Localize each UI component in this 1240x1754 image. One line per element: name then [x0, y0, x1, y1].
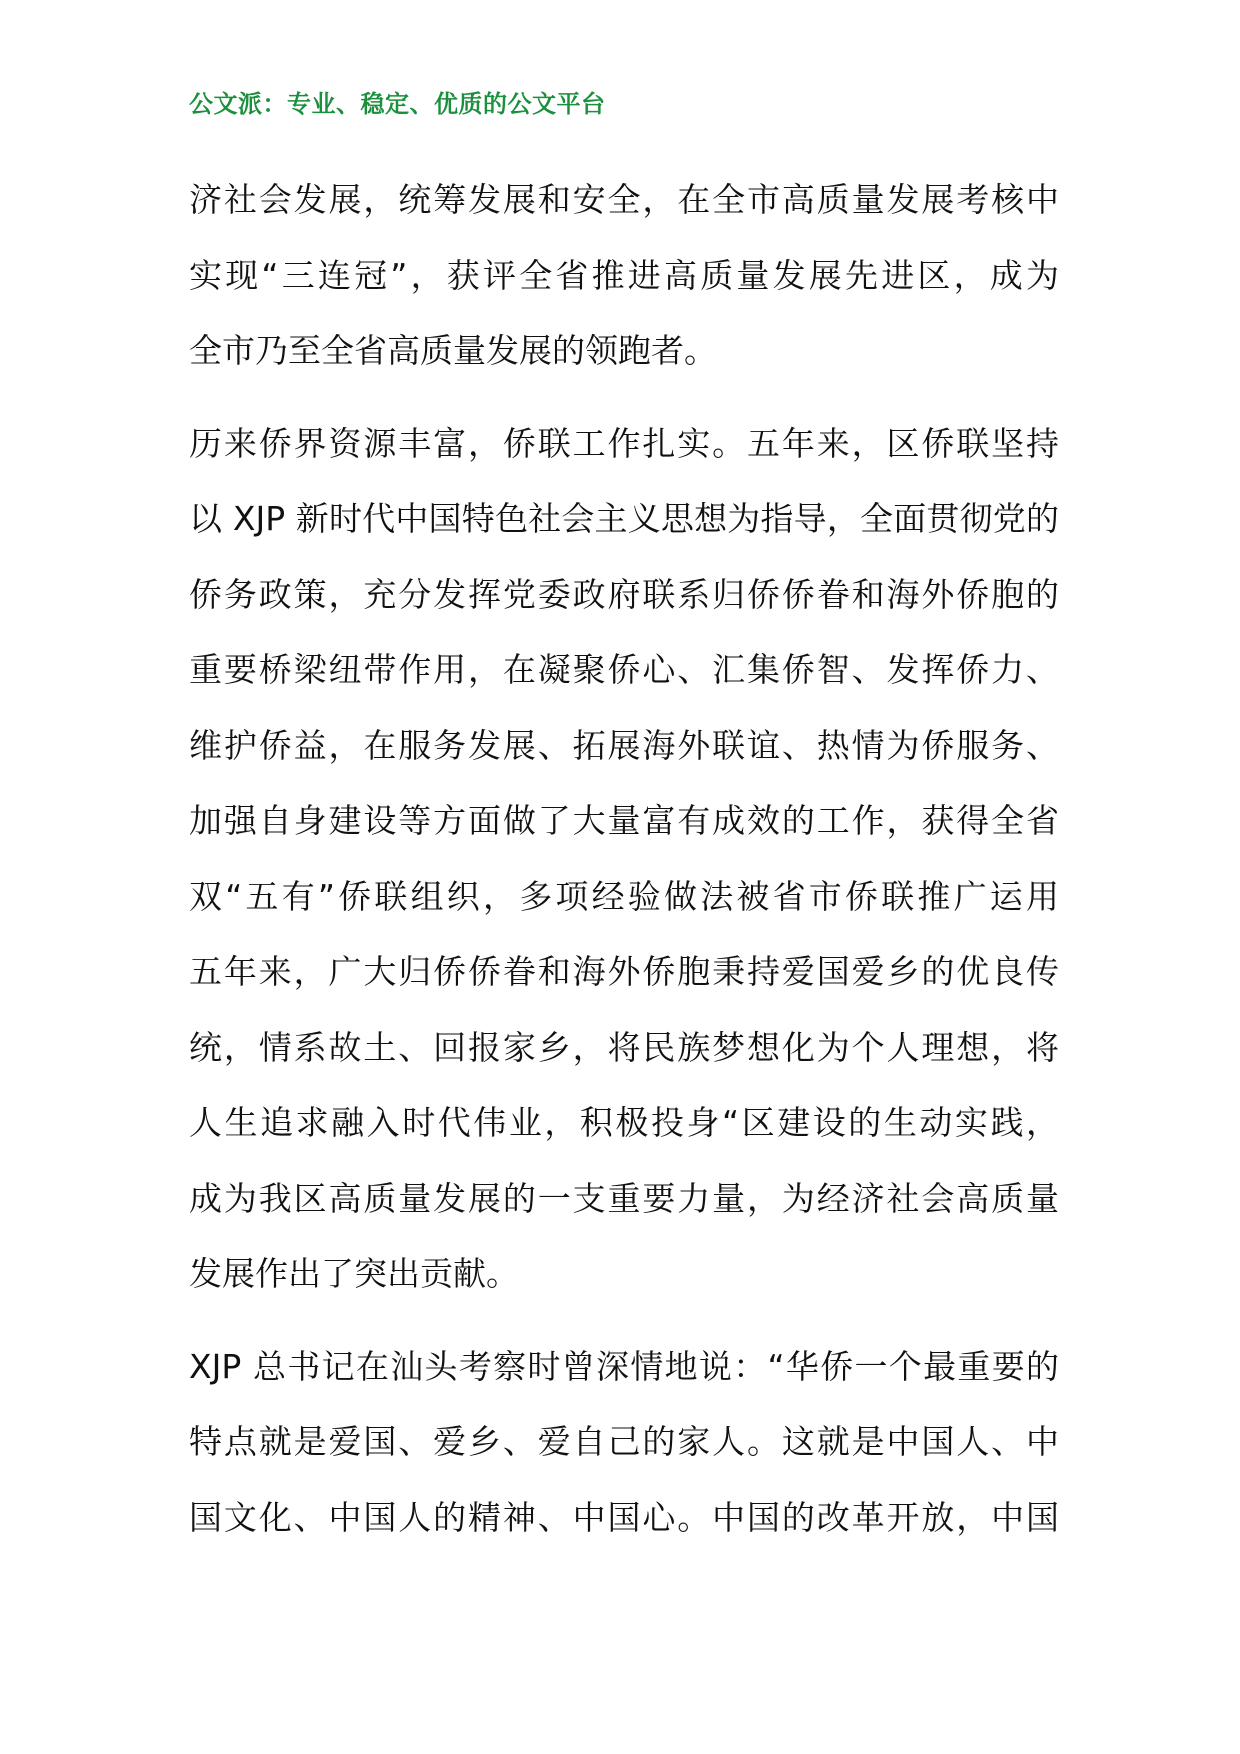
paragraph-spacer — [189, 1312, 1059, 1329]
text-line: 重要桥梁纽带作用，在凝聚侨心、汇集侨智、发挥侨力、 — [189, 650, 1059, 689]
document-body — [189, 162, 1059, 1555]
text-line: 以 XJP 新时代中国特色社会主义思想为指导，全面贯彻党的 — [189, 499, 1059, 538]
paragraph-1 — [189, 162, 1059, 389]
text-line: 全市乃至全省高质量发展的领跑者。 — [189, 331, 717, 370]
text-line: 成为我区高质量发展的一支重要力量，为经济社会高质量 — [189, 1178, 1059, 1218]
text-line: 侨务政策，充分发挥党委政府联系归侨侨眷和海外侨胞的 — [189, 574, 1059, 614]
text-line: 双“五有”侨联组织，多项经验做法被省市侨联推广运用 — [189, 876, 1059, 916]
text-line: 统，情系故土、回报家乡，将民族梦想化为个人理想，将 — [189, 1027, 1059, 1067]
text-line: 特点就是爱国、爱乡、爱自己的家人。这就是中国人、中 — [189, 1422, 1059, 1461]
text-line: 实现“三连冠”，获评全省推进高质量发展先进区，成为 — [189, 255, 1059, 295]
text-line: 历来侨界资源丰富，侨联工作扎实。五年来，区侨联坚持 — [189, 423, 1059, 463]
text-line: XJP 总书记在汕头考察时曾深情地说：“华侨一个最重要的 — [189, 1346, 1059, 1386]
text-line: 加强自身建设等方面做了大量富有成效的工作，获得全省 — [189, 801, 1059, 840]
text-line: 发展作出了突出贡献。 — [189, 1254, 519, 1293]
paragraph-spacer — [189, 389, 1059, 406]
text-line: 人生追求融入时代伟业，积极投身“区建设的生动实践， — [189, 1103, 1059, 1142]
paragraph-2 — [189, 406, 1059, 1312]
text-line: 国文化、中国人的精神、中国心。中国的改革开放，中国 — [189, 1497, 1059, 1537]
text-line: 济社会发展，统筹发展和安全，在全市高质量发展考核中 — [189, 180, 1059, 219]
paragraph-3 — [189, 1329, 1059, 1556]
text-line: 五年来，广大归侨侨眷和海外侨胞秉持爱国爱乡的优良传 — [189, 952, 1059, 991]
page-header: 公文派：专业、稳定、优质的公文平台 — [189, 89, 606, 118]
text-line: 维护侨益，在服务发展、拓展海外联谊、热情为侨服务、 — [189, 725, 1059, 765]
